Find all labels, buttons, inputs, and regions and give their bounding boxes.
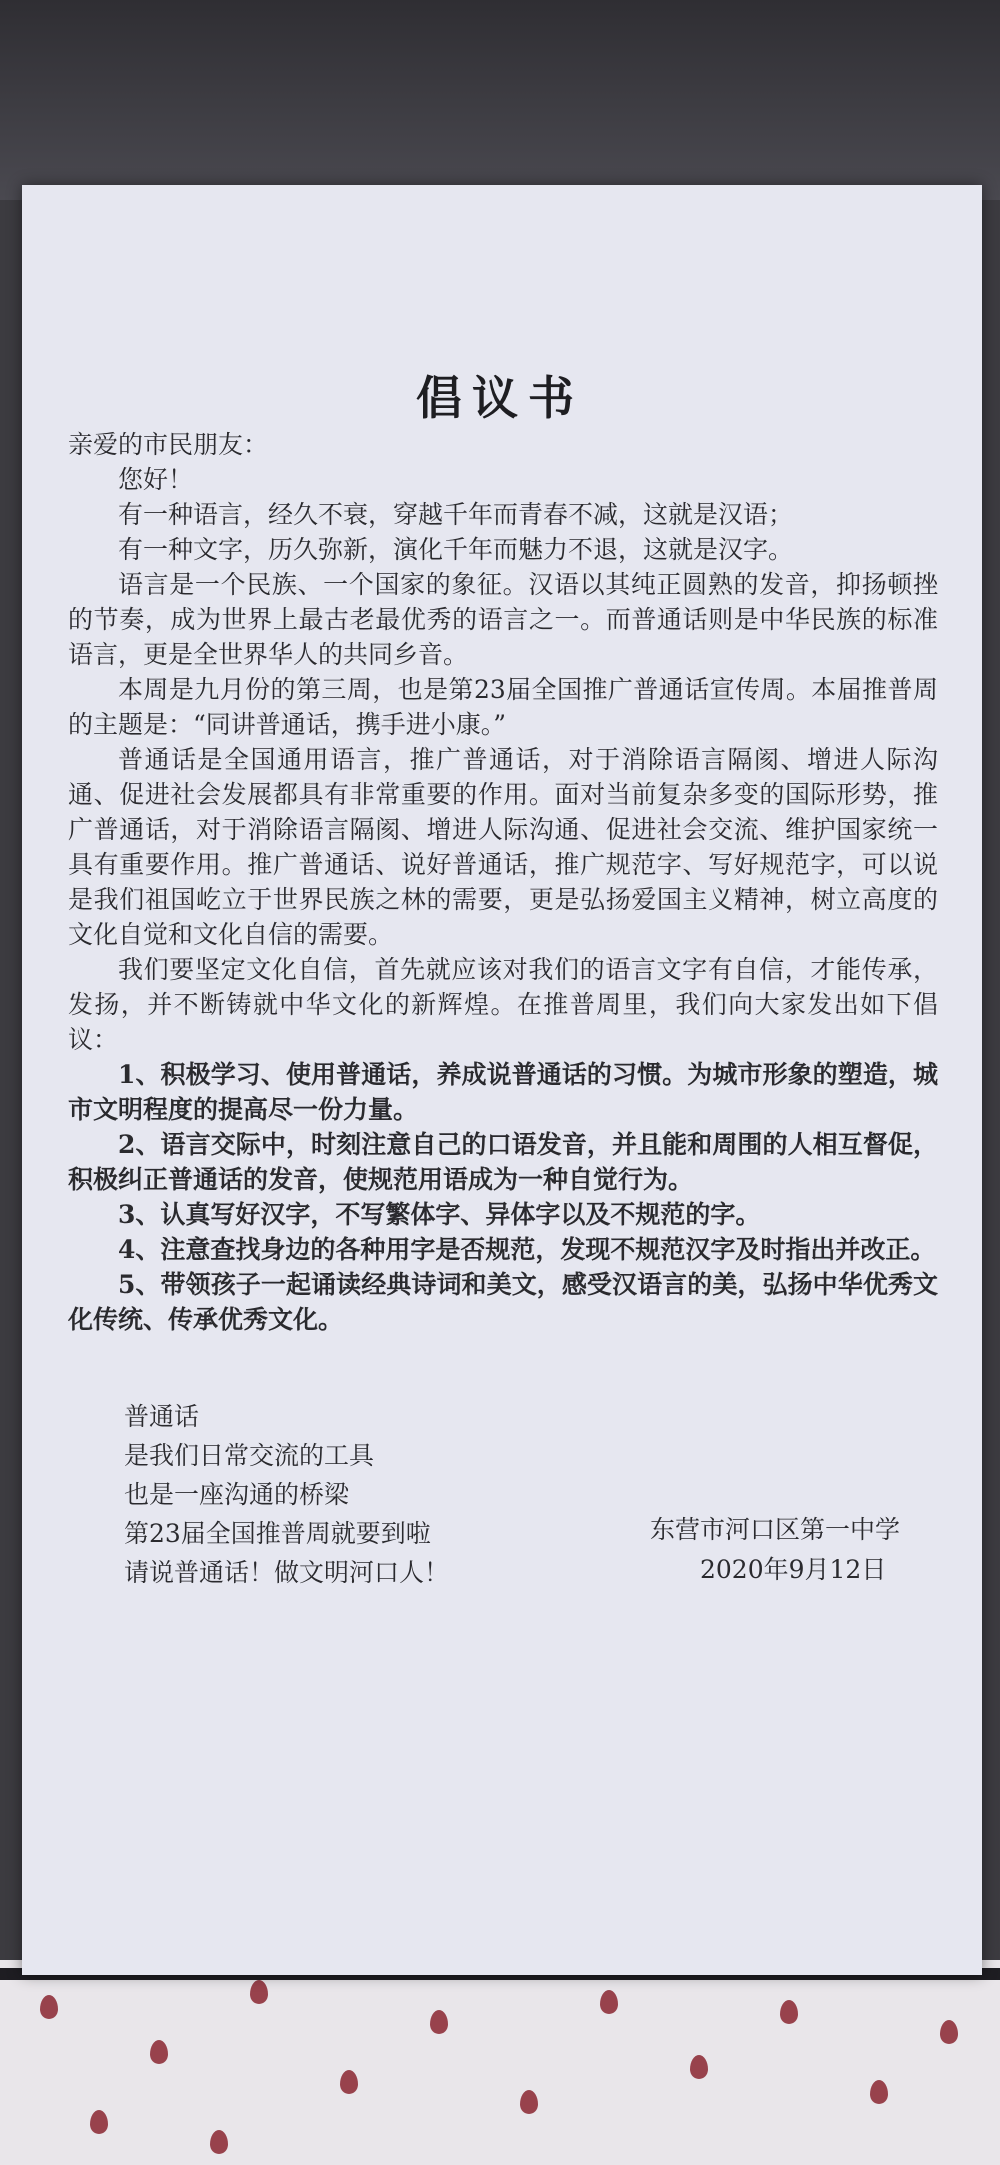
pattern-dot <box>430 2010 448 2034</box>
slogan-line: 普通话 <box>124 1402 200 1431</box>
slogan-line: 第23届全国推普周就要到啦 <box>124 1519 431 1548</box>
body-paragraph: 有一种语言，经久不衰，穿越千年而青春不减，这就是汉语； <box>118 500 794 529</box>
pattern-dot <box>40 1995 58 2019</box>
pattern-dot <box>870 2080 888 2104</box>
pattern-dot <box>780 2000 798 2024</box>
signature-block <box>580 1510 920 1590</box>
document-title: 倡议书 <box>416 371 584 425</box>
pattern-dot <box>690 2055 708 2079</box>
document-body <box>68 355 938 1592</box>
body-paragraph: 有一种文字，历久弥新，演化千年而魅力不退，这就是汉字。 <box>118 535 794 564</box>
proposal-item: 3、认真写好汉字，不写繁体字、异体字以及不规范的字。 <box>118 1200 761 1229</box>
body-paragraph: 语言是一个民族、一个国家的象征。汉语以其纯正圆熟的发音，抑扬顿挫的节奏，成为世界上最古老最优秀的语言之一。而普通话则是中华民族的标准语言，更是全世界华人的共同乡音。 <box>68 570 938 669</box>
pattern-dot <box>340 2070 358 2094</box>
body-paragraph: 我们要坚定文化自信，首先就应该对我们的语言文字有自信，才能传承，发扬，并不断铸就中华文化的新辉煌。在推普周里，我们向大家发出如下倡议： <box>68 955 938 1054</box>
salutation: 亲爱的市民朋友： <box>68 430 269 459</box>
body-paragraph: 普通话是全国通用语言，推广普通话，对于消除语言隔阂、增进人际沟通、促进社会发展都具有非常重要的作用。面对当前复杂多变的国际形势，推广普通话，对于消除语言隔阂、增进人际沟通、促进社会交流、维护国家统一具有重要作用。推广普通话、说好普通话，推广规范字、写好规范字，可以说是我们祖国屹立于世界民族之林的需要，更是弘扬爱国主义精神，树立高度的文化自觉和文化自信的需要。 <box>68 745 938 949</box>
pattern-dot <box>520 2090 538 2114</box>
proposal-item: 2、语言交际中，时刻注意自己的口语发音，并且能和周围的人相互督促，积极纠正普通话的发音，使规范用语成为一种自觉行为。 <box>68 1130 938 1194</box>
slogan-line: 也是一座沟通的桥梁 <box>124 1480 350 1509</box>
pattern-dot <box>150 2040 168 2064</box>
pattern-dot <box>600 1990 618 2014</box>
proposal-item: 1、积极学习、使用普通话，养成说普通话的习惯。为城市形象的塑造，城市文明程度的提高尽一份力量。 <box>68 1060 938 1124</box>
proposal-item: 4、注意查找身边的各种用字是否规范，发现不规范汉字及时指出并改正。 <box>118 1235 936 1264</box>
pattern-dot <box>90 2110 108 2134</box>
pattern-dot <box>940 2020 958 2044</box>
body-paragraph: 本周是九月份的第三周，也是第23届全国推广普通话宣传周。本届推普周的主题是：“同讲普通话，携手进小康。” <box>68 675 938 739</box>
slogan-line: 请说普通话！做文明河口人！ <box>124 1558 450 1587</box>
background-top <box>0 0 1000 200</box>
tablecloth <box>0 1960 1000 2165</box>
signature-org: 东营市河口区第一中学 <box>650 1515 901 1544</box>
greeting: 您好！ <box>118 465 194 494</box>
pattern-dot <box>250 1980 268 2004</box>
pattern-dot <box>210 2130 228 2154</box>
signature-date: 2020年9月12日 <box>700 1555 887 1584</box>
proposal-item: 5、带领孩子一起诵读经典诗词和美文，感受汉语言的美，弘扬中华优秀文化传统、传承优秀文化。 <box>68 1270 938 1334</box>
slogan-line: 是我们日常交流的工具 <box>124 1441 375 1470</box>
